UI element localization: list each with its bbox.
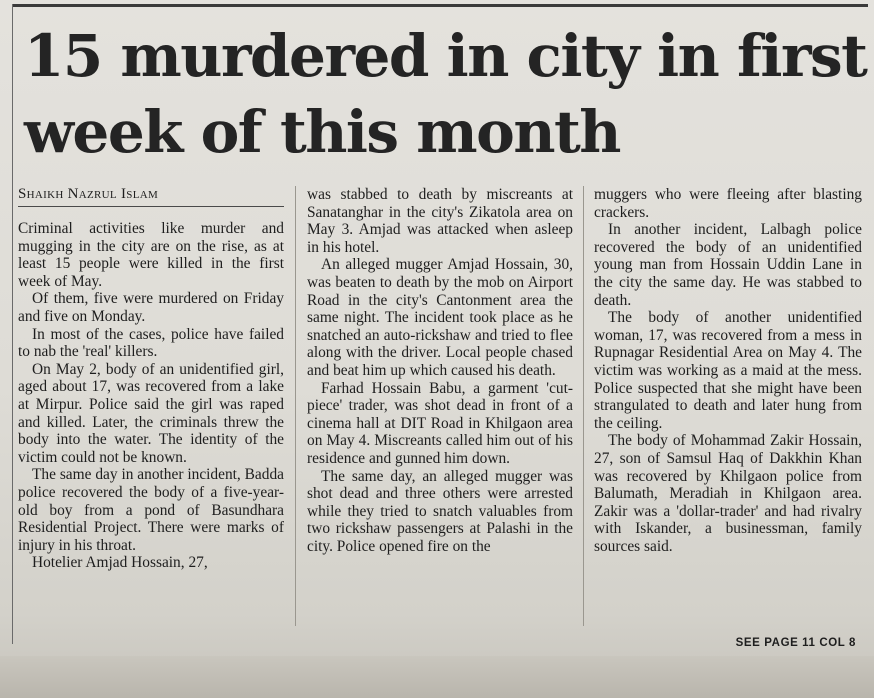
article-column-2: [307, 186, 573, 555]
top-rule: [12, 4, 868, 7]
headline: [24, 18, 867, 170]
paragraph: Of them, five were murdered on Friday and five on Monday.: [18, 290, 284, 325]
article-column-1: [18, 220, 284, 572]
paragraph: In another incident, Lalbagh police recovered the body of an unidentified young man from Hossain Uddin Lane in the city the same day. He was stabbed to death.: [594, 221, 862, 309]
paragraph: The body of Mohammad Zakir Hossain, 27, son of Samsul Haq of Dakkhin Khan was recovered by Khilgaon police from Balumath, Meradiah in Khilgaon area. Zakir was a 'dollar-trader' and had rivalry with Iskander, a businessman, family sources said.: [594, 432, 862, 555]
headline-line-1: 15 murdered in city in first: [24, 22, 867, 90]
paragraph: An alleged mugger Amjad Hossain, 30, was beaten to death by the mob on Airport Road in the city's Cantonment area the same night. The incident took place as he snatched an auto-rickshaw and tried to flee along with the driver. Local people chased and beat him up which caused his death.: [307, 256, 573, 379]
paragraph: On May 2, body of an unidentified girl, aged about 17, was recovered from a lake at Mirpur. Police said the girl was raped and killed. Later, the criminals threw the body into the water. The identity of the victim could not be known.: [18, 360, 284, 466]
article-column-3: [594, 186, 862, 555]
paragraph: Criminal activities like murder and mugging in the city are on the rise, as at least 15 people were killed in the first week of May.: [18, 220, 284, 290]
paragraph: muggers who were fleeing after blasting crackers.: [594, 186, 862, 221]
paragraph: was stabbed to death by miscreants at Sanatanghar in the city's Zikatola area on May 3. Amjad was attacked when asleep in his hotel.: [307, 186, 573, 256]
paragraph: The body of another unidentified woman, 17, was recovered from a mess in Rupnagar Residential Area on May 4. The victim was working as a maid at the mess. Police suspected that she might have been strangulated to death and later hung from the ceiling.: [594, 309, 862, 432]
paragraph: Farhad Hossain Babu, a garment 'cut-piece' trader, was shot dead in front of a cinema hall at DIT Road in Khilgaon area on May 4. Miscreants called him out of his residence and gunned him down.: [307, 379, 573, 467]
paragraph: The same day, an alleged mugger was shot dead and three others were arrested while they tried to snatch valuables from two rickshaw passengers at Palashi in the city. Police opened fire on the: [307, 467, 573, 555]
column-divider: [583, 186, 584, 626]
paragraph: Hotelier Amjad Hossain, 27,: [32, 554, 208, 572]
left-border-rule: [12, 4, 13, 644]
page-edge-strip: [0, 656, 874, 698]
paragraph: In most of the cases, police have failed to nab the 'real' killers.: [18, 325, 284, 361]
paragraph: The same day in another incident, Badda police recovered the body of a five-year-old boy from a pond of Basundhara Residential Project. There were marks of injury in his throat.: [18, 466, 284, 554]
headline-line-2: week of this month: [24, 98, 620, 166]
continuation-note: SEE PAGE 11 COL 8: [735, 637, 856, 649]
column-divider: [295, 186, 296, 626]
byline: Shaikh Nazrul Islam: [18, 186, 284, 207]
